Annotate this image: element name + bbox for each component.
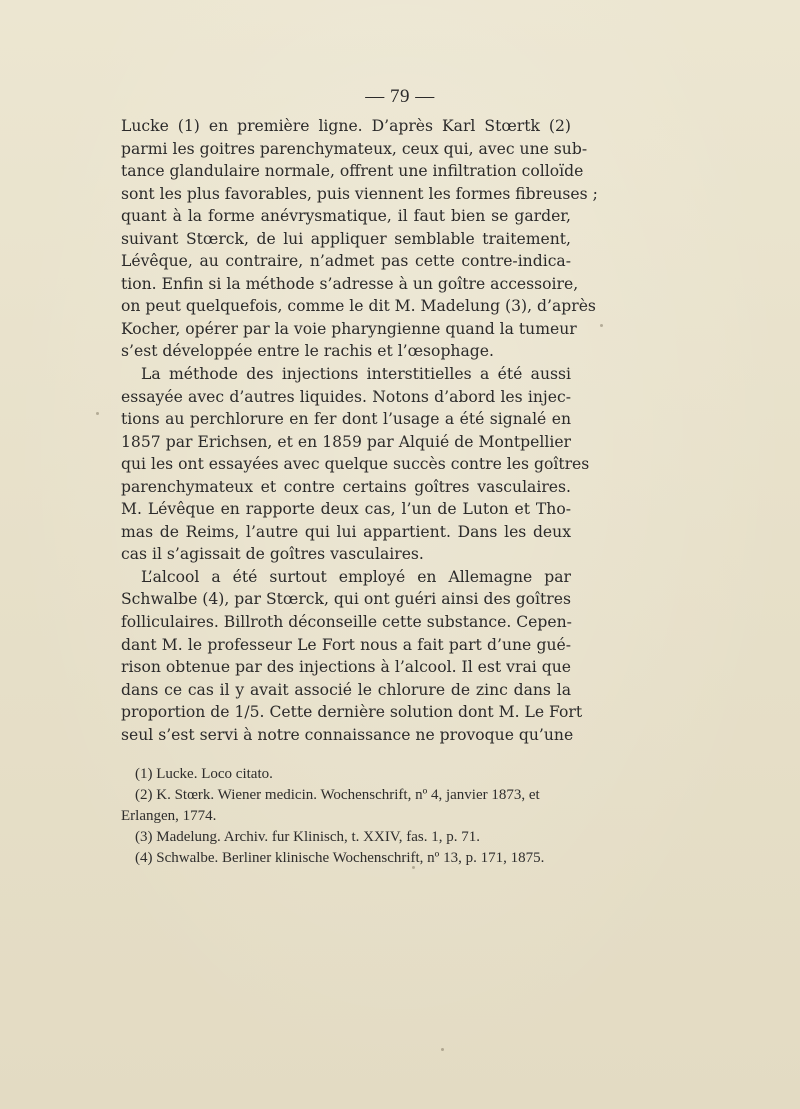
body-line: tions au perchlorure en fer dont l’usage a été signalé en	[121, 410, 571, 429]
body-line: seul s’est servi à notre connaissance ne provoque qu’une	[121, 725, 574, 744]
body-line: on peut quelquefois, comme le dit M. Madelung (3), d’après	[121, 297, 596, 316]
body-line: La méthode des injections interstitielles a été aussi	[141, 365, 571, 384]
paper-speck	[412, 866, 415, 869]
body-line: parmi les goitres parenchymateux, ceux qui, avec une sub-	[121, 139, 588, 158]
paper-speck	[600, 324, 603, 327]
footnote: (3) Madelung. Archiv. fur Klinisch, t. XXIV, fas. 1, p. 71.	[135, 829, 480, 845]
footnote: (1) Lucke. Loco citato.	[135, 766, 273, 782]
body-line: dant M. le professeur Le Fort nous a fait part d’une gué-	[121, 635, 571, 654]
body-line: Lévêque, au contraire, n’admet pas cette contre-indica-	[121, 252, 571, 271]
body-line: folliculaires. Billroth déconseille cette substance. Cepen-	[121, 613, 572, 632]
body-line: Kocher, opérer par la voie pharyngienne quand la tumeur	[121, 319, 577, 338]
body-line: s’est développée entre le rachis et l’œsophage.	[121, 342, 494, 361]
body-line: mas de Reims, l’autre qui lui appartient. Dans les deux	[121, 522, 571, 541]
body-line: parenchymateux et contre certains goîtres vasculaires.	[121, 477, 571, 496]
body-line: quant à la forme anévrysmatique, il faut bien se garder,	[121, 207, 571, 226]
body-line: M. Lévêque en rapporte deux cas, l’un de Luton et Tho-	[121, 500, 571, 519]
body-line: suivant Stœrck, de lui appliquer semblable traitement,	[121, 229, 571, 248]
body-line: tion. Enfin si la méthode s’adresse à un goître accessoire,	[121, 274, 579, 293]
paper-speck	[96, 412, 99, 415]
footnote-continuation: Erlangen, 1774.	[121, 808, 217, 824]
footnote: (4) Schwalbe. Berliner klinische Wochenschrift, nº 13, p. 171, 1875.	[135, 850, 545, 866]
body-line: Lucke (1) en première ligne. D’après Karl Stœrtk (2)	[121, 117, 571, 135]
body-line: rison obtenue par des injections à l’alcool. Il est vrai que	[121, 658, 571, 677]
body-line: tance glandulaire normale, offrent une infiltration colloïde	[121, 162, 584, 181]
body-line: essayée avec d’autres liquides. Notons d’abord les injec-	[121, 387, 571, 406]
body-text	[121, 115, 598, 746]
body-line: qui les ont essayées avec quelque succès contre les goîtres	[121, 455, 590, 474]
body-line: sont les plus favorables, puis viennent les formes fibreuses ;	[121, 184, 598, 203]
body-line: L’alcool a été surtout employé en Allemagne par	[141, 567, 571, 586]
body-line: cas il s’agissait de goîtres vasculaires.	[121, 545, 424, 564]
body-line: Schwalbe (4), par Stœrck, qui ont guéri ainsi des goîtres	[121, 590, 571, 609]
footnote: (2) K. Stœrk. Wiener medicin. Wochenschrift, nº 4, janvier 1873, et	[135, 787, 540, 803]
body-line: dans ce cas il y avait associé le chlorure de zinc dans la	[121, 680, 571, 699]
body-line: proportion de 1/5. Cette dernière solution dont M. Le Fort	[121, 703, 583, 722]
body-line: 1857 par Erichsen, et en 1859 par Alquié de Montpellier	[121, 432, 571, 451]
paper-speck	[441, 1048, 444, 1051]
footnotes	[121, 764, 571, 869]
page-number: — 79 —	[365, 86, 435, 107]
